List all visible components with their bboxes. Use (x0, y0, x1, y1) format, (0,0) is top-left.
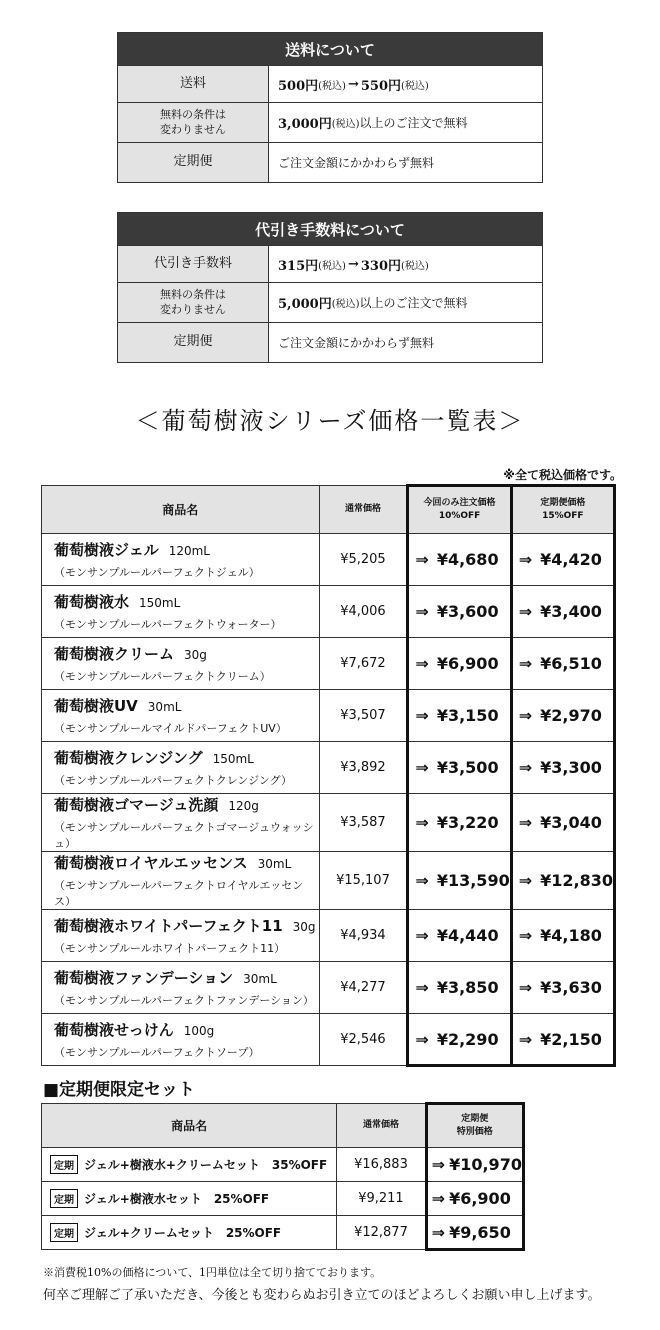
subscription-price: ¥3,630 (540, 978, 602, 997)
set-special-price: ¥9,650 (449, 1222, 511, 1242)
regular-price: ¥2,546 (319, 1014, 408, 1066)
once-price: ¥3,150 (436, 706, 499, 725)
cod-title: 代引き手数料について (118, 213, 542, 245)
subscription-price-cell (511, 742, 614, 794)
arrow-icon: ⇒ (415, 654, 429, 673)
product-name (54, 794, 319, 815)
table-row (42, 690, 615, 742)
set-name: ジェル+クリームセット 25%OFF (84, 1226, 282, 1240)
empty-cell (523, 1216, 615, 1250)
product-name-cell (42, 690, 320, 742)
product-subname: （モンサンプルールパーフェクトロイヤルエッセンス） (54, 879, 304, 908)
set-table (41, 1102, 616, 1251)
product-volume: 120mL (168, 544, 210, 558)
subscription-price: ¥2,150 (540, 1029, 602, 1049)
table-row (42, 1014, 615, 1066)
free-condition-value (269, 103, 542, 142)
product-subname: （モンサンプルールホワイトパーフェクト11） (54, 942, 286, 955)
once-price-cell (408, 794, 511, 852)
product-volume: 30g (184, 648, 207, 662)
product-subname: （モンサンプルールパーフェクトクレンジング） (54, 774, 292, 787)
empty-cell (523, 1148, 615, 1182)
old-price: 315円 (278, 258, 319, 274)
table-row (42, 638, 615, 690)
subscription-label: 定期便 (118, 323, 269, 362)
subscription-price-cell (511, 690, 614, 742)
table-row (42, 852, 615, 910)
set-special-price: ¥10,970 (449, 1155, 522, 1174)
product-title: 葡萄樹液クリーム (54, 645, 175, 663)
product-name-cell (42, 534, 320, 586)
product-title: 葡萄樹液ロイヤルエッセンス (54, 854, 248, 872)
subscription-price: ¥6,510 (540, 654, 602, 673)
new-price: 550円 (360, 78, 401, 94)
product-volume: 30mL (243, 972, 277, 986)
tax-note: (税込) (331, 119, 360, 130)
cod-fee-label: 代引き手数料 (118, 246, 269, 282)
product-name (54, 643, 319, 664)
product-volume: 150mL (212, 752, 254, 766)
once-price-cell (408, 852, 511, 910)
tax-note: (税込) (401, 260, 429, 272)
once-price-cell (408, 742, 511, 794)
col-regular-price: 通常価格 (319, 486, 408, 534)
subscription-price-cell (511, 852, 614, 910)
once-price: ¥2,290 (436, 1029, 499, 1049)
product-subname: （モンサンプルールパーフェクトウォーター） (54, 618, 282, 631)
free-condition-value (269, 283, 542, 322)
arrow-icon: ⇒ (415, 758, 429, 777)
subscription-value: ご注文金額にかかわらず無料 (278, 156, 435, 170)
product-name (54, 1019, 319, 1040)
price-table-header (42, 486, 615, 534)
product-subname: （モンサンプルールパーフェクトクリーム） (54, 670, 271, 683)
new-price: 330円 (360, 258, 401, 274)
product-title: 葡萄樹液せっけん (54, 1021, 174, 1039)
product-subname: （モンサンプルールパーフェクトジェル） (54, 566, 260, 579)
regular-price: ¥15,107 (319, 852, 408, 910)
arrow-icon: ⇒ (518, 654, 533, 673)
arrow-icon: ⇒ (415, 978, 429, 997)
arrow-icon: ⇒ (518, 706, 533, 725)
tax-note: (税込) (331, 299, 360, 310)
product-name (54, 591, 319, 612)
regular-price: ¥4,934 (319, 910, 408, 962)
once-price-cell (408, 690, 511, 742)
set-special-price-cell (426, 1216, 523, 1250)
arrow-icon: ⇒ (518, 813, 533, 832)
set-name-cell (42, 1182, 337, 1216)
regular-price: ¥4,277 (319, 962, 408, 1014)
shipping-row-free-condition (118, 102, 542, 142)
subscription-price: ¥12,830 (540, 871, 613, 890)
product-name-cell (42, 962, 320, 1014)
arrow-icon: → (347, 76, 359, 92)
product-name (54, 695, 319, 716)
regular-price: ¥4,006 (319, 586, 408, 638)
arrow-icon: ⇒ (415, 926, 429, 945)
col-subscription-price: 定期便価格 15%OFF (511, 486, 614, 534)
arrow-icon: ⇒ (415, 1029, 429, 1049)
table-row (42, 586, 615, 638)
product-title: 葡萄樹液クレンジング (54, 749, 203, 767)
once-price: ¥4,680 (436, 550, 499, 569)
arrow-icon: ⇒ (415, 550, 429, 569)
once-price: ¥3,850 (436, 978, 499, 997)
arrow-icon: ⇒ (415, 706, 429, 725)
product-title: 葡萄樹液UV (54, 697, 138, 715)
set-name: ジェル+樹液水+クリームセット 35%OFF (84, 1158, 328, 1172)
tax-note: (税込) (318, 260, 346, 272)
table-row (42, 794, 615, 852)
subscription-price-cell (511, 910, 614, 962)
subscription-price-cell (511, 638, 614, 690)
shipping-fee-value (269, 66, 542, 102)
col-product-name: 商品名 (42, 486, 320, 534)
product-name-cell (42, 742, 320, 794)
set-special-price-cell (426, 1182, 523, 1216)
product-title: 葡萄樹液ホワイトパーフェクト11 (54, 917, 283, 935)
product-name-cell (42, 586, 320, 638)
regular-price: ¥3,507 (319, 690, 408, 742)
subscription-price: ¥2,970 (540, 706, 602, 725)
product-name (54, 967, 319, 988)
once-price: ¥13,590 (436, 871, 510, 890)
product-name-cell (42, 638, 320, 690)
product-subname: （モンサンプルールパーフェクトソープ） (54, 1046, 260, 1059)
product-name (54, 915, 319, 936)
product-volume: 100g (183, 1024, 215, 1038)
once-price-cell (408, 910, 511, 962)
product-name-cell (42, 852, 320, 910)
set-regular-price: ¥12,877 (337, 1216, 426, 1250)
table-row (42, 1148, 616, 1182)
product-name (54, 747, 319, 768)
product-volume: 30mL (257, 857, 292, 871)
once-price-cell (408, 1014, 511, 1066)
col-set-name: 商品名 (42, 1104, 337, 1148)
subscription-price: ¥3,400 (540, 602, 602, 621)
subscription-badge: 定期 (50, 1155, 78, 1174)
product-volume: 30g (292, 920, 316, 934)
once-price: ¥6,900 (436, 654, 499, 673)
product-name-cell (42, 1014, 320, 1066)
footnote-thanks: 何卒ご理解ご了承いただき、今後とも変わらぬお引き立てのほどよろしくお願い申し上げます。 (43, 1288, 601, 1303)
arrow-icon: → (347, 256, 359, 272)
old-price: 500円 (278, 78, 319, 94)
table-row (42, 1182, 616, 1216)
regular-price: ¥7,672 (319, 638, 408, 690)
product-volume: 30mL (147, 700, 182, 714)
subscription-price: ¥3,300 (540, 758, 602, 777)
tax-note: (税込) (401, 80, 429, 92)
subscription-badge: 定期 (50, 1223, 78, 1242)
product-subname: （モンサンプルールパーフェクトファンデーション） (54, 994, 314, 1007)
product-name-cell (42, 794, 320, 852)
arrow-icon: ⇒ (415, 602, 429, 621)
table-row (42, 1216, 616, 1250)
condition-text: 以上のご注文で無料 (359, 116, 468, 130)
once-price: ¥3,600 (436, 602, 499, 621)
once-price: ¥3,220 (436, 813, 499, 832)
product-volume: 120g (228, 799, 259, 813)
arrow-icon: ⇒ (518, 978, 533, 997)
arrow-icon: ⇒ (518, 602, 533, 621)
arrow-icon: ⇒ (415, 871, 429, 890)
price-table (41, 484, 616, 1067)
shipping-table (117, 32, 543, 183)
product-title: 葡萄樹液水 (54, 593, 130, 611)
once-price: ¥4,440 (436, 926, 499, 945)
arrow-icon: ⇒ (518, 871, 533, 890)
once-price-cell (408, 638, 511, 690)
product-subname: （モンサンプルールパーフェクトゴマージュウォッシュ） (54, 821, 314, 850)
arrow-icon: ⇒ (431, 1189, 446, 1208)
subscription-price: ¥4,420 (540, 550, 602, 569)
set-section-title: ■定期便限定セット (43, 1080, 196, 1100)
subscription-price-cell (511, 534, 614, 586)
free-condition-label: 無料の条件は 変わりません (118, 283, 269, 322)
shipping-row-subscription (118, 142, 542, 182)
subscription-value: ご注文金額にかかわらず無料 (278, 336, 435, 350)
cod-table (117, 212, 543, 363)
product-title: 葡萄樹液ゴマージュ洗顔 (54, 796, 219, 814)
tax-included-note: ※全て税込価格です。 (503, 468, 622, 482)
condition-text: 以上のご注文で無料 (359, 296, 468, 310)
subscription-price: ¥3,040 (540, 813, 602, 832)
amount: 3,000円 (278, 117, 332, 132)
arrow-icon: ⇒ (518, 926, 533, 945)
amount: 5,000円 (278, 297, 332, 312)
subscription-price-cell (511, 794, 614, 852)
footnote-tax: ※消費税10%の価格について、1円単位は全て切り捨てております。 (43, 1266, 382, 1279)
price-list-title: ＜葡萄樹液シリーズ価格一覧表＞ (135, 407, 525, 435)
regular-price: ¥3,587 (319, 794, 408, 852)
cod-fee-value (269, 246, 542, 282)
subscription-badge: 定期 (50, 1189, 78, 1208)
col-once-price: 今回のみ注文価格 10%OFF (408, 486, 511, 534)
product-subname: （モンサンプルールマイルドパーフェクトUV） (54, 722, 287, 735)
once-price-cell (408, 534, 511, 586)
table-row (42, 962, 615, 1014)
set-regular-price: ¥9,211 (337, 1182, 426, 1216)
subscription-price-cell (511, 1014, 614, 1066)
cod-row-subscription (118, 322, 542, 362)
set-special-price-cell (426, 1148, 523, 1182)
once-price: ¥3,500 (436, 758, 499, 777)
cod-row-fee (118, 245, 542, 282)
subscription-price: ¥4,180 (540, 926, 602, 945)
shipping-fee-label: 送料 (118, 66, 269, 102)
arrow-icon: ⇒ (415, 813, 429, 832)
regular-price: ¥3,892 (319, 742, 408, 794)
empty-cell (523, 1182, 615, 1216)
set-special-price: ¥6,900 (449, 1189, 511, 1208)
tax-note: (税込) (318, 80, 346, 92)
product-name (54, 852, 319, 873)
set-name: ジェル+樹液水セット 25%OFF (84, 1192, 270, 1206)
arrow-icon: ⇒ (431, 1222, 446, 1242)
arrow-icon: ⇒ (518, 758, 533, 777)
regular-price: ¥5,205 (319, 534, 408, 586)
set-name-cell (42, 1216, 337, 1250)
product-name-cell (42, 910, 320, 962)
once-price-cell (408, 586, 511, 638)
table-row (42, 534, 615, 586)
set-name-cell (42, 1148, 337, 1182)
once-price-cell (408, 962, 511, 1014)
shipping-row-fee (118, 65, 542, 102)
table-row (42, 910, 615, 962)
arrow-icon: ⇒ (518, 1029, 533, 1049)
cod-row-free-condition (118, 282, 542, 322)
subscription-price-cell (511, 962, 614, 1014)
free-condition-label: 無料の条件は 変わりません (118, 103, 269, 142)
product-title: 葡萄樹液ジェル (54, 541, 159, 559)
table-row (42, 742, 615, 794)
arrow-icon: ⇒ (518, 550, 533, 569)
product-volume: 150mL (139, 596, 181, 610)
set-table-header (42, 1104, 616, 1148)
col-set-special-price: 定期便 特別価格 (426, 1104, 523, 1148)
col-set-regular-price: 通常価格 (337, 1104, 426, 1148)
empty-cell (523, 1104, 615, 1148)
product-name (54, 539, 319, 560)
subscription-price-cell (511, 586, 614, 638)
set-regular-price: ¥16,883 (337, 1148, 426, 1182)
subscription-label: 定期便 (118, 143, 269, 182)
arrow-icon: ⇒ (431, 1155, 446, 1174)
shipping-title: 送料について (118, 33, 542, 65)
product-title: 葡萄樹液ファンデーション (54, 969, 234, 987)
